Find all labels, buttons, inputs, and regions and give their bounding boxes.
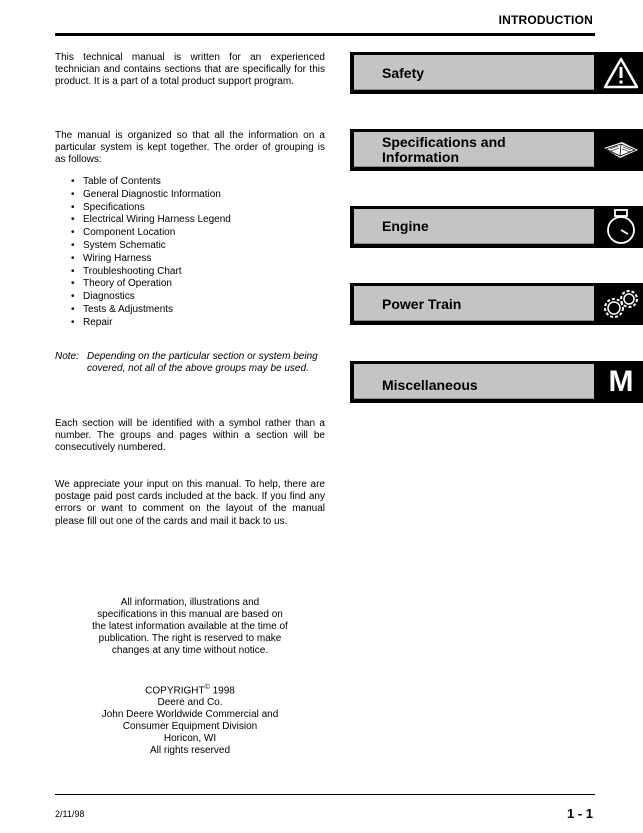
note-label: Note: (55, 351, 79, 362)
copyright-block (55, 682, 325, 757)
section-tab-engine[interactable] (350, 206, 643, 248)
group-list-item: • Component Location (71, 227, 231, 240)
letter-m-icon: M (608, 365, 634, 398)
section-tab-miscellaneous[interactable] (350, 361, 643, 403)
copyright-line: Deere and Co. (157, 697, 223, 709)
section-tab-label: Engine (382, 218, 429, 234)
stopwatch-icon (598, 206, 643, 248)
copyright-year: 1998 (212, 685, 235, 697)
group-list-item: • Table of Contents (71, 176, 231, 189)
disclaimer-line: changes at any time without notice. (111, 645, 269, 656)
section-tab-power-train[interactable] (350, 283, 643, 325)
section-tab-safety[interactable] (350, 52, 643, 94)
copyright-line: All rights reserved (149, 745, 231, 757)
group-list-item: • Diagnostics (71, 291, 231, 304)
section-tab-label: Safety (382, 65, 425, 81)
note-block (55, 351, 325, 375)
copyright-line: Horicon, WI (163, 733, 217, 745)
group-list-item: • Theory of Operation (71, 278, 231, 291)
group-list-item: • Wiring Harness (71, 253, 231, 266)
group-list-item: • Repair (71, 317, 231, 330)
group-list-item: • Electrical Wiring Harness Legend (71, 214, 231, 227)
copyright-mark: © (204, 684, 210, 691)
group-list-item: • Specifications (71, 202, 231, 215)
group-list (71, 176, 231, 330)
header-rule (55, 33, 595, 36)
sections-paragraph: Each section will be identified with a symbol rather than a number. The groups and pages within a section will be consecutively numbered. (55, 418, 325, 454)
footer-date: 2/11/98 (55, 809, 85, 819)
copyright-word: COPYRIGHT (145, 685, 205, 697)
disclaimer-line: publication. The right is reserved to make (98, 633, 282, 644)
feedback-paragraph: We appreciate your input on this manual. To help, there are postage paid post cards included at the back. If you find any errors or want to comment on the layout of the manual please fill out one of the cards and mail it back to us. (55, 479, 325, 527)
section-tab-label: Specifications and Information (382, 134, 506, 165)
intro-paragraph: This technical manual is written for an experienced technician and contains sections that are specifically for this product. It is a part of a total product support program. (55, 52, 325, 88)
organization-paragraph: The manual is organized so that all the information on a particular system is kept together. The order of grouping is as follows: (55, 130, 325, 166)
copyright-line: John Deere Worldwide Commercial and (101, 709, 279, 721)
section-tab-label: Miscellaneous (382, 377, 478, 393)
footer-rule (55, 794, 595, 795)
section-tab-specifications[interactable] (350, 129, 643, 171)
group-list-item: • General Diagnostic Information (71, 189, 231, 202)
group-list-item: • System Schematic (71, 240, 231, 253)
disclaimer (55, 597, 325, 657)
page-header-title: INTRODUCTION (498, 13, 593, 27)
copyright-line (55, 682, 325, 697)
open-book-icon (598, 129, 643, 171)
disclaimer-line: specifications in this manual are based on (97, 609, 283, 620)
disclaimer-line: the latest information available at the time of (92, 621, 288, 632)
disclaimer-line: All information, illustrations and (120, 597, 260, 608)
group-list-item: • Tests & Adjustments (71, 304, 231, 317)
gears-icon (598, 283, 643, 325)
group-list-item: • Troubleshooting Chart (71, 266, 231, 279)
copyright-line: Consumer Equipment Division (122, 721, 258, 733)
section-tab-label: Power Train (382, 296, 462, 312)
warning-triangle-icon (598, 52, 643, 94)
page-number: 1 - 1 (566, 806, 593, 821)
note-text: Depending on the particular section or system being covered, not all of the above groups may be used. (87, 351, 318, 375)
